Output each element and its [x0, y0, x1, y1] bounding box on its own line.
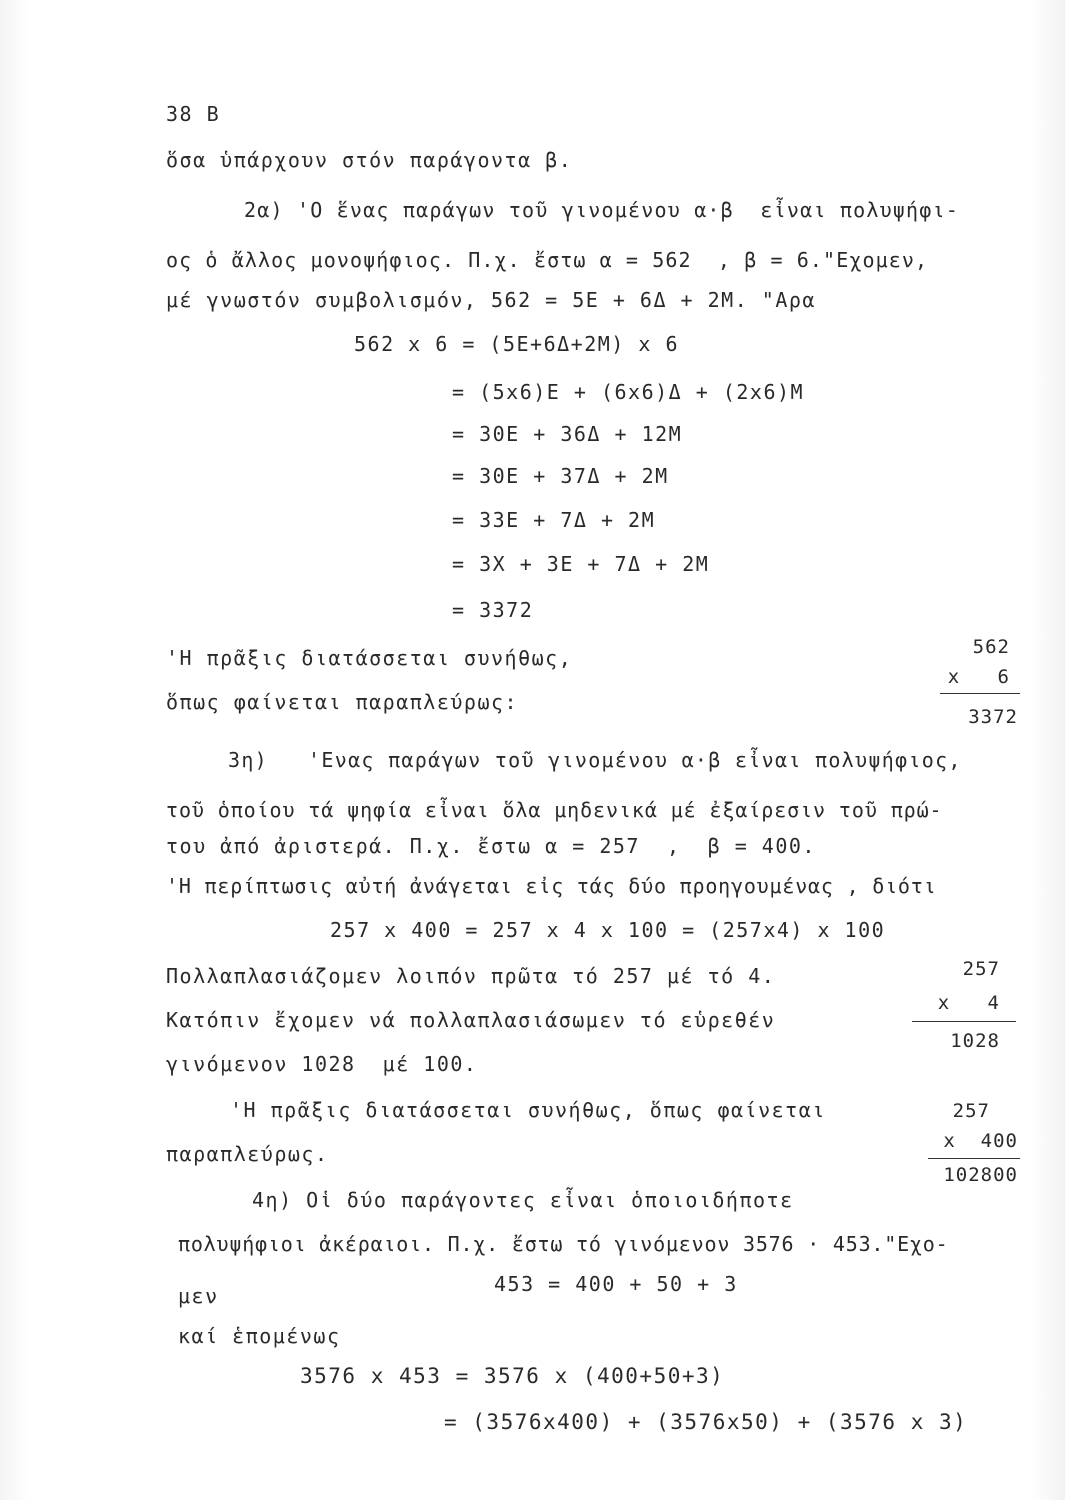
text-line-4: μέ γνωστόν συμβολισμόν, 562 = 5Ε + 6Δ + 2Μ. "Αρα: [166, 288, 816, 312]
equation-line-11: = (3576x400) + (3576x50) + (3576 x 3): [444, 1410, 968, 1434]
text-line-16: του ἀπό ἀριστερά. Π.χ. ἔστω α = 257 , β = 400.: [166, 834, 816, 858]
equation-line-8: 257 x 400 = 257 x 4 x 100 = (257x4) x 100: [330, 918, 886, 942]
page-number: 38 B: [166, 102, 221, 126]
text-line-24: 4η) Οἱ δύο παράγοντες εἶναι ὁποιοιδήποτε: [252, 1188, 794, 1212]
mult1-rule: [940, 693, 1020, 694]
equation-line-2: = (5x6)Ε + (6x6)Δ + (2x6)Μ: [452, 380, 805, 404]
equation-line-5: = 33Ε + 7Δ + 2Μ: [452, 508, 656, 532]
text-line-19: Πολλαπλασιάζομεν λοιπόν πρῶτα τό 257 μέ τό 4.: [166, 964, 776, 988]
text-line-20: Κατόπιν ἔχομεν νά πολλαπλασιάσωμεν τό εὑρεθέν: [166, 1008, 776, 1032]
text-line-21: γινόμενον 1028 μέ 100.: [166, 1052, 478, 1076]
equation-line-10: 3576 x 453 = 3576 x (400+50+3): [300, 1364, 725, 1388]
equation-line-4: = 30Ε + 37Δ + 2Μ: [452, 464, 669, 488]
mult3-result: 102800: [943, 1164, 1018, 1186]
text-line-23: παραπλεύρως.: [166, 1142, 329, 1166]
text-line-14: 3η) 'Ενας παράγων τοῦ γινομένου α·β εἶναι πολυψήφιος,: [228, 748, 962, 772]
text-line-15: τοῦ ὁποίου τά ψηφία εἶναι ὅλα μηδενικά μέ ἐξαίρεσιν τοῦ πρώ-: [166, 798, 943, 822]
text-line-3: ος ὁ ἄλλος μονοψήφιος. Π.χ. ἔστω α = 562 , β = 6."Εχομεν,: [166, 248, 929, 272]
mult3-top: 257: [952, 1100, 990, 1122]
text-line-1: ὅσα ὑπάρχουν στόν παράγοντα β.: [166, 148, 573, 172]
mult2-rule: [912, 1021, 1016, 1022]
mult2-top: 257: [962, 958, 1000, 980]
text-line-12: 'Η πρᾶξις διατάσσεται συνήθως,: [166, 646, 573, 670]
mult1-top: 562: [972, 636, 1010, 658]
equation-line-7: = 3372: [452, 598, 534, 622]
text-line-2: 2α) 'Ο ἕνας παράγων τοῦ γινομένου α·β εἶναι πολυψήφι-: [244, 198, 960, 222]
text-line-28: καί ἑπομένως: [178, 1324, 341, 1348]
mult2-bottom: x 4: [937, 992, 1000, 1014]
mult1-result: 3372: [968, 706, 1018, 728]
mult3-rule: [928, 1158, 1020, 1159]
equation-line-9: 453 = 400 + 50 + 3: [494, 1272, 738, 1296]
equation-line-1: 562 x 6 = (5Ε+6Δ+2Μ) x 6: [354, 332, 679, 356]
text-line-22: 'Η πρᾶξις διατάσσεται συνήθως, ὅπως φαίνεται: [230, 1098, 826, 1122]
text-line-26: μεν: [178, 1284, 219, 1308]
text-line-13: ὅπως φαίνεται παραπλεύρως:: [166, 690, 519, 714]
mult3-bottom: x 400: [943, 1130, 1018, 1152]
equation-line-3: = 30Ε + 36Δ + 12Μ: [452, 422, 683, 446]
text-line-25: πολυψήφιοι ἀκέραιοι. Π.χ. ἔστω τό γινόμενον 3576 · 453."Εχο-: [178, 1232, 949, 1256]
mult2-result: 1028: [950, 1030, 1000, 1052]
equation-line-6: = 3Χ + 3Ε + 7Δ + 2Μ: [452, 552, 710, 576]
mult1-bottom: x 6: [947, 666, 1010, 688]
text-line-17: 'Η περίπτωσις αὐτή ἀνάγεται εἰς τάς δύο προηγουμένας , διότι: [166, 874, 937, 898]
